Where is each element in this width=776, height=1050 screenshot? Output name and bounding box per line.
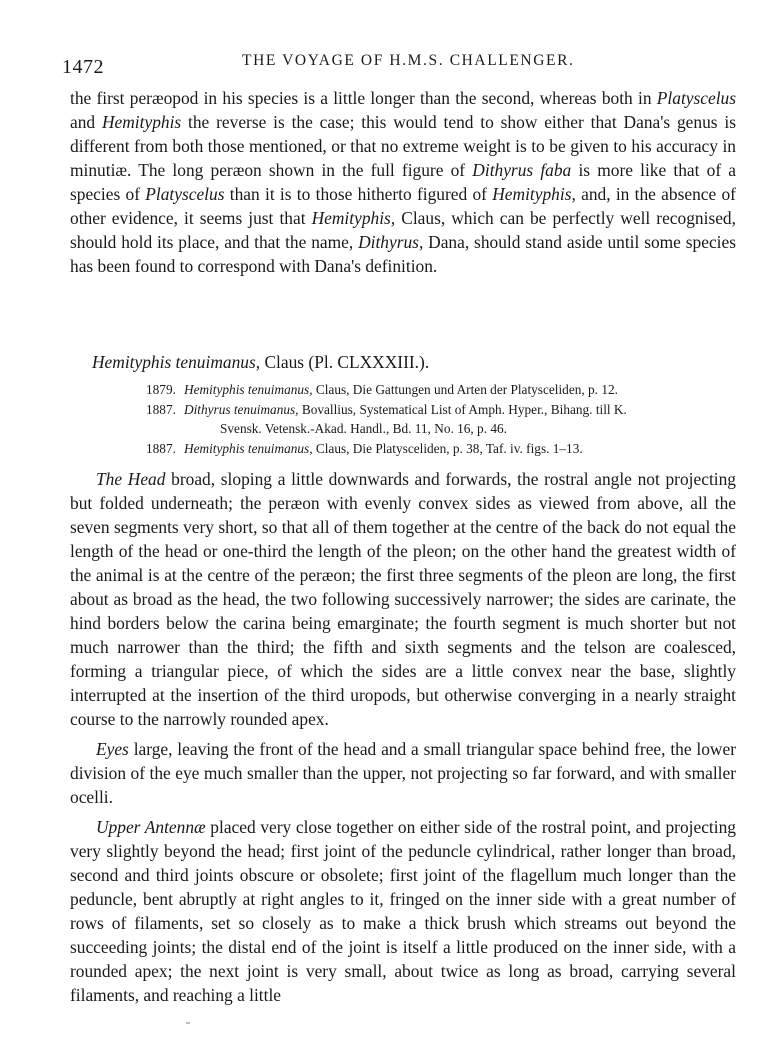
synonymy-entry: 1887. Dithyrus tenuimanus, Bovallius, Systematical List of Amph. Hyper., Bihang. till K. Svensk. Vetensk.-Akad. Handl., Bd. 11, No. 16, p. 46. — [146, 401, 627, 436]
page-header — [62, 50, 728, 80]
species-name: Hemityphis tenuimanus, — [92, 352, 261, 372]
description — [70, 467, 736, 1007]
paragraph-upper-antennae: Upper Antennæ placed very close together on either side of the rostral point, and projecting very slightly beyond the head; first joint of the peduncle cylindrical, rather longer than broad, second and third joints obscure or obsolete; first joint of the flagellum much longer than the peduncle, bent abruptly at right angles to it, fringed on the inner side with a great number of rows of filaments, set so closely as to make a thick brush which streams out beyond the succeeding joints; the distal end of the joint is itself a little produced on the inner side, with a rounded apex; the next joint is very small, about twice as long as broad, carrying several filaments, and reaching a little — [70, 817, 736, 1005]
paragraph-eyes: Eyes large, leaving the front of the head and a small triangular space behind free, the lower division of the eye much smaller than the upper, not projecting so far forward, and with smaller ocelli. — [70, 739, 736, 807]
paragraph-dithyrus-discussion — [70, 86, 736, 278]
synonymy-entry: 1879. Hemityphis tenuimanus, Claus, Die Gattungen und Arten der Platysceliden, p. 12. — [146, 382, 618, 397]
synonymy-entry: 1887. Hemityphis tenuimanus, Claus, Die Platysceliden, p. 38, Taf. iv. figs. 1–13. — [146, 440, 583, 456]
species-authority: Claus (Pl. CLXXXIII.). — [264, 352, 430, 372]
running-title: THE VOYAGE OF H.M.S. CHALLENGER. — [242, 52, 575, 69]
species-heading — [92, 352, 429, 373]
page-number: 1472 — [62, 56, 104, 78]
paragraph-head: The Head broad, sloping a little downwards and forwards, the rostral angle not projecting but folded underneath; the peræon with evenly convex sides as viewed from above, all the seven segments very short, so that all of them together at the centre of the back do not equal the length of the head or one-third the length of the pleon; on the other hand the greatest width of the animal is at the centre of the peræon; the first three segments of the pleon are long, the first about as broad as the head, the two following successively narrower; the sides are carinate, the hind borders below the carina being emarginate; the fourth segment is much shorter but not much narrower than the third; the fifth and sixth segments and the telson are coalesced, forming a triangular piece, of which the sides are a little convex near the base, slightly interrupted at the insertion of the third uropods, but otherwise converging in a nearly straight course to the narrowly rounded apex. — [70, 469, 736, 729]
paragraph-text: the first peræopod in his species is a little longer than the second, whereas both in Platyscelus and Hemityphis the reverse is the case; this would tend to show either that Dana's genus is different from both those mentioned, or that no extreme weight is to be given to his accuracy in minutiæ. The long peræon shown in the full figure of Dithyrus faba is more like that of a species of Platyscelus than it is to those hitherto figured of Hemityphis, and, in the absence of other evidence, it seems just that Hemityphis, Claus, which can be perfectly well recognised, should hold its place, and that the name, Dithyrus, Dana, should stand aside until some species has been found to correspond with Dana's definition. — [70, 88, 737, 276]
print-speck — [186, 1022, 190, 1024]
synonymy-list — [146, 380, 746, 458]
